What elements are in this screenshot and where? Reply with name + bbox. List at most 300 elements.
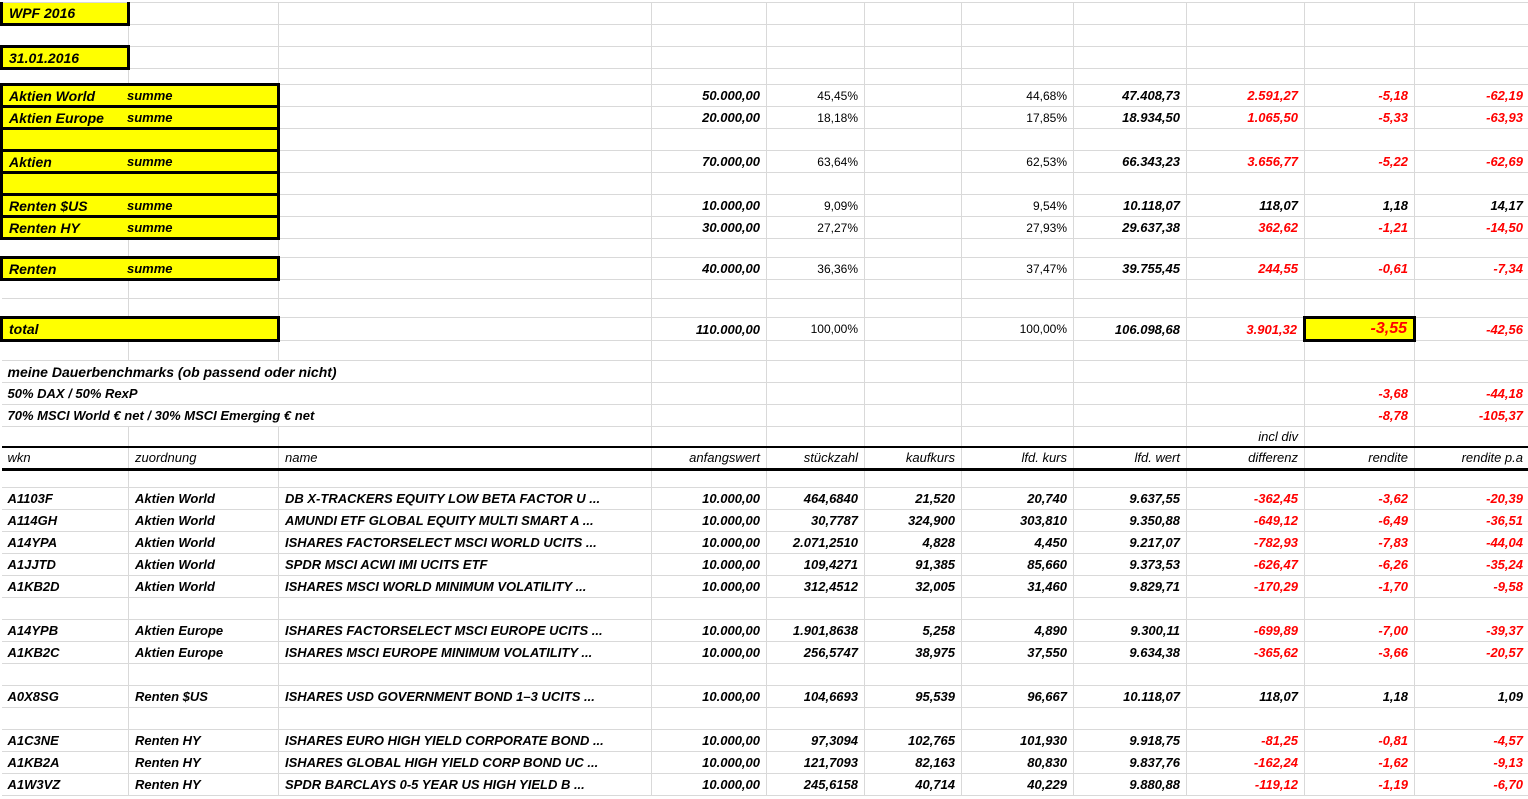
cell-empty[interactable] — [865, 239, 962, 258]
cell-empty[interactable] — [865, 280, 962, 299]
cell-stueckzahl[interactable]: 464,6840 — [767, 488, 865, 510]
cell-differenz[interactable]: -119,12 — [1187, 774, 1305, 796]
cell-empty[interactable] — [129, 280, 279, 299]
cell-empty[interactable] — [767, 173, 865, 195]
col-header-lfd-kurs[interactable]: lfd. kurs — [962, 447, 1074, 470]
cell-anteil-soll[interactable]: 45,45% — [767, 85, 865, 107]
cell-differenz[interactable]: 118,07 — [1187, 686, 1305, 708]
cell-rendite-pa[interactable]: -4,57 — [1415, 730, 1528, 752]
cell-zuordnung[interactable]: Aktien Europe — [129, 642, 279, 664]
cell-empty[interactable] — [865, 3, 962, 25]
cell-lfd-kurs[interactable]: 96,667 — [962, 686, 1074, 708]
cell-rendite-pa[interactable]: -39,37 — [1415, 620, 1528, 642]
cell-wert[interactable]: 106.098,68 — [1074, 318, 1187, 341]
cell-stueckzahl[interactable]: 312,4512 — [767, 576, 865, 598]
cell-empty[interactable] — [279, 470, 652, 488]
cell-empty[interactable] — [1074, 25, 1187, 47]
cell-empty[interactable] — [1074, 361, 1187, 383]
cell-name[interactable]: ISHARES MSCI WORLD MINIMUM VOLATILITY ... — [279, 576, 652, 598]
cell-empty[interactable] — [1415, 299, 1528, 318]
category-box-renten-us[interactable] — [2, 195, 279, 217]
cell-empty[interactable] — [652, 69, 767, 85]
cell-empty[interactable] — [1305, 47, 1415, 69]
cell-lfd-kurs[interactable]: 31,460 — [962, 576, 1074, 598]
cell-empty[interactable] — [865, 664, 962, 686]
cell-empty[interactable] — [962, 69, 1074, 85]
cell-zuordnung[interactable]: Aktien World — [129, 554, 279, 576]
cell-empty[interactable] — [865, 427, 962, 447]
cell-rendite[interactable]: 1,18 — [1305, 195, 1415, 217]
cell-kaufkurs[interactable]: 102,765 — [865, 730, 962, 752]
cell-differenz[interactable]: -170,29 — [1187, 576, 1305, 598]
cell-anfangswert[interactable]: 110.000,00 — [652, 318, 767, 341]
cell-empty[interactable] — [279, 47, 652, 69]
cell-empty[interactable] — [279, 69, 652, 85]
cell-empty[interactable] — [1074, 3, 1187, 25]
cell-wkn[interactable]: A1103F — [2, 488, 129, 510]
cell-empty[interactable] — [652, 405, 767, 427]
cell-anfangswert[interactable]: 10.000,00 — [652, 488, 767, 510]
cell-differenz[interactable]: 362,62 — [1187, 217, 1305, 239]
cell-anteil-soll[interactable]: 36,36% — [767, 258, 865, 280]
cell-differenz[interactable]: -162,24 — [1187, 752, 1305, 774]
cell-empty[interactable] — [1415, 598, 1528, 620]
cell-rendite-pa[interactable]: -44,04 — [1415, 532, 1528, 554]
cell-empty[interactable] — [865, 85, 962, 107]
cell-empty[interactable] — [1187, 470, 1305, 488]
cell-empty[interactable] — [2, 239, 129, 258]
cell-anfangswert[interactable]: 20.000,00 — [652, 107, 767, 129]
cell-rendite[interactable]: -5,33 — [1305, 107, 1415, 129]
cell-empty[interactable] — [1074, 173, 1187, 195]
cell-lfd-kurs[interactable]: 101,930 — [962, 730, 1074, 752]
category-box-empty[interactable] — [2, 129, 279, 151]
cell-wkn[interactable]: A0X8SG — [2, 686, 129, 708]
cell-anfangswert[interactable]: 40.000,00 — [652, 258, 767, 280]
cell-empty[interactable] — [279, 195, 652, 217]
cell-empty[interactable] — [279, 664, 652, 686]
cell-lfd-kurs[interactable]: 4,890 — [962, 620, 1074, 642]
cell-empty[interactable] — [1074, 383, 1187, 405]
cell-empty[interactable] — [129, 299, 279, 318]
cell-rendite-pa[interactable]: -9,13 — [1415, 752, 1528, 774]
cell-rendite-pa[interactable]: -9,58 — [1415, 576, 1528, 598]
cell-empty[interactable] — [865, 47, 962, 69]
cell-empty[interactable] — [865, 341, 962, 361]
report-title-box[interactable] — [2, 3, 129, 25]
cell-empty[interactable] — [1305, 361, 1415, 383]
cell-differenz[interactable]: -782,93 — [1187, 532, 1305, 554]
cell-wkn[interactable]: A1KB2D — [2, 576, 129, 598]
cell-empty[interactable] — [865, 129, 962, 151]
cell-empty[interactable] — [2, 69, 129, 85]
cell-lfd-kurs[interactable]: 80,830 — [962, 752, 1074, 774]
cell-anfangswert[interactable]: 10.000,00 — [652, 554, 767, 576]
cell-rendite[interactable]: -7,00 — [1305, 620, 1415, 642]
cell-kaufkurs[interactable]: 21,520 — [865, 488, 962, 510]
cell-empty[interactable] — [962, 470, 1074, 488]
cell-empty[interactable] — [767, 129, 865, 151]
cell-rendite[interactable]: -3,66 — [1305, 642, 1415, 664]
cell-lfd-wert[interactable]: 9.350,88 — [1074, 510, 1187, 532]
cell-wkn[interactable]: A1JJTD — [2, 554, 129, 576]
cell-empty[interactable] — [1415, 3, 1528, 25]
cell-empty[interactable] — [1305, 129, 1415, 151]
cell-empty[interactable] — [652, 383, 767, 405]
cell-empty[interactable] — [1187, 299, 1305, 318]
report-date-box[interactable] — [2, 47, 129, 69]
cell-kaufkurs[interactable]: 82,163 — [865, 752, 962, 774]
cell-empty[interactable] — [1187, 239, 1305, 258]
cell-empty[interactable] — [1305, 25, 1415, 47]
cell-empty[interactable] — [962, 239, 1074, 258]
cell-kaufkurs[interactable]: 91,385 — [865, 554, 962, 576]
cell-lfd-kurs[interactable]: 37,550 — [962, 642, 1074, 664]
cell-empty[interactable] — [129, 341, 279, 361]
cell-rendite-pa[interactable]: -63,93 — [1415, 107, 1528, 129]
cell-empty[interactable] — [1415, 341, 1528, 361]
cell-empty[interactable] — [865, 107, 962, 129]
cell-empty[interactable] — [1187, 405, 1305, 427]
cell-rendite[interactable]: -8,78 — [1305, 405, 1415, 427]
cell-empty[interactable] — [1187, 280, 1305, 299]
cell-rendite[interactable]: -5,18 — [1305, 85, 1415, 107]
cell-empty[interactable] — [279, 25, 652, 47]
cell-empty[interactable] — [1305, 664, 1415, 686]
col-header-anfangswert[interactable]: anfangswert — [652, 447, 767, 470]
cell-empty[interactable] — [1415, 470, 1528, 488]
cell-differenz[interactable]: 1.065,50 — [1187, 107, 1305, 129]
cell-rendite-pa[interactable]: -42,56 — [1415, 318, 1528, 341]
cell-empty[interactable] — [279, 258, 652, 280]
cell-name[interactable]: ISHARES MSCI EUROPE MINIMUM VOLATILITY ... — [279, 642, 652, 664]
cell-empty[interactable] — [865, 598, 962, 620]
cell-empty[interactable] — [2, 280, 129, 299]
cell-anfangswert[interactable]: 70.000,00 — [652, 151, 767, 173]
cell-empty[interactable] — [767, 47, 865, 69]
cell-empty[interactable] — [1305, 280, 1415, 299]
cell-zuordnung[interactable]: Aktien Europe — [129, 620, 279, 642]
cell-rendite[interactable]: 1,18 — [1305, 686, 1415, 708]
cell-anfangswert[interactable]: 10.000,00 — [652, 642, 767, 664]
cell-kaufkurs[interactable]: 40,714 — [865, 774, 962, 796]
cell-rendite-pa[interactable]: -6,70 — [1415, 774, 1528, 796]
cell-empty[interactable] — [767, 299, 865, 318]
cell-empty[interactable] — [767, 470, 865, 488]
cell-anfangswert[interactable]: 10.000,00 — [652, 510, 767, 532]
cell-empty[interactable] — [767, 25, 865, 47]
cell-rendite-pa[interactable]: -105,37 — [1415, 405, 1528, 427]
cell-name[interactable]: AMUNDI ETF GLOBAL EQUITY MULTI SMART A ... — [279, 510, 652, 532]
cell-empty[interactable] — [1305, 598, 1415, 620]
cell-empty[interactable] — [1415, 129, 1528, 151]
cell-empty[interactable] — [1415, 427, 1528, 447]
category-box-empty[interactable] — [2, 173, 279, 195]
col-header-rendite[interactable]: rendite — [1305, 447, 1415, 470]
col-header-name[interactable]: name — [279, 447, 652, 470]
cell-zuordnung[interactable]: Aktien World — [129, 532, 279, 554]
cell-name[interactable]: SPDR BARCLAYS 0-5 YEAR US HIGH YIELD B ... — [279, 774, 652, 796]
cell-empty[interactable] — [2, 598, 129, 620]
cell-empty[interactable] — [129, 25, 279, 47]
cell-empty[interactable] — [865, 318, 962, 341]
col-header-rendite-pa[interactable]: rendite p.a — [1415, 447, 1528, 470]
cell-empty[interactable] — [962, 361, 1074, 383]
cell-empty[interactable] — [767, 69, 865, 85]
cell-empty[interactable] — [279, 217, 652, 239]
cell-differenz[interactable]: -365,62 — [1187, 642, 1305, 664]
cell-anteil-soll[interactable]: 63,64% — [767, 151, 865, 173]
cell-wert[interactable]: 66.343,23 — [1074, 151, 1187, 173]
cell-anteil-soll[interactable]: 100,00% — [767, 318, 865, 341]
cell-empty[interactable] — [767, 383, 865, 405]
cell-differenz[interactable]: 2.591,27 — [1187, 85, 1305, 107]
cell-stueckzahl[interactable]: 109,4271 — [767, 554, 865, 576]
cell-empty[interactable] — [767, 708, 865, 730]
cell-stueckzahl[interactable]: 104,6693 — [767, 686, 865, 708]
cell-empty[interactable] — [767, 427, 865, 447]
cell-empty[interactable] — [962, 47, 1074, 69]
cell-anteil-ist[interactable]: 100,00% — [962, 318, 1074, 341]
cell-empty[interactable] — [279, 3, 652, 25]
col-header-kaufkurs[interactable]: kaufkurs — [865, 447, 962, 470]
cell-empty[interactable] — [1187, 383, 1305, 405]
cell-empty[interactable] — [1074, 47, 1187, 69]
cell-differenz[interactable]: -649,12 — [1187, 510, 1305, 532]
cell-empty[interactable] — [962, 598, 1074, 620]
benchmarks-title[interactable]: meine Dauerbenchmarks (ob passend oder nicht) — [2, 361, 652, 383]
category-box-aktien-europe[interactable] — [2, 107, 279, 129]
cell-empty[interactable] — [129, 598, 279, 620]
cell-empty[interactable] — [1187, 664, 1305, 686]
cell-wert[interactable]: 47.408,73 — [1074, 85, 1187, 107]
col-header-zuordnung[interactable]: zuordnung — [129, 447, 279, 470]
cell-zuordnung[interactable]: Renten HY — [129, 752, 279, 774]
cell-zuordnung[interactable]: Aktien World — [129, 576, 279, 598]
cell-empty[interactable] — [865, 258, 962, 280]
cell-empty[interactable] — [652, 3, 767, 25]
cell-empty[interactable] — [865, 470, 962, 488]
cell-empty[interactable] — [279, 280, 652, 299]
cell-empty[interactable] — [1074, 405, 1187, 427]
cell-empty[interactable] — [652, 280, 767, 299]
cell-name[interactable]: ISHARES FACTORSELECT MSCI WORLD UCITS ... — [279, 532, 652, 554]
cell-empty[interactable] — [279, 318, 652, 341]
cell-lfd-wert[interactable]: 9.880,88 — [1074, 774, 1187, 796]
cell-name[interactable]: DB X-TRACKERS EQUITY LOW BETA FACTOR U ... — [279, 488, 652, 510]
cell-anfangswert[interactable]: 10.000,00 — [652, 686, 767, 708]
cell-empty[interactable] — [2, 341, 129, 361]
cell-empty[interactable] — [962, 25, 1074, 47]
cell-empty[interactable] — [279, 85, 652, 107]
cell-rendite[interactable]: -0,81 — [1305, 730, 1415, 752]
cell-empty[interactable] — [767, 361, 865, 383]
cell-wkn[interactable]: A14YPA — [2, 532, 129, 554]
cell-rendite[interactable]: -1,21 — [1305, 217, 1415, 239]
cell-rendite[interactable]: -1,70 — [1305, 576, 1415, 598]
cell-empty[interactable] — [1187, 129, 1305, 151]
cell-empty[interactable] — [129, 69, 279, 85]
cell-rendite-pa[interactable]: -35,24 — [1415, 554, 1528, 576]
cell-rendite-pa[interactable]: -7,34 — [1415, 258, 1528, 280]
cell-empty[interactable] — [767, 664, 865, 686]
cell-lfd-kurs[interactable]: 85,660 — [962, 554, 1074, 576]
cell-zuordnung[interactable]: Renten HY — [129, 730, 279, 752]
cell-empty[interactable] — [652, 361, 767, 383]
cell-empty[interactable] — [2, 708, 129, 730]
cell-empty[interactable] — [129, 239, 279, 258]
cell-empty[interactable] — [1415, 69, 1528, 85]
cell-wkn[interactable]: A14YPB — [2, 620, 129, 642]
cell-empty[interactable] — [962, 299, 1074, 318]
cell-empty[interactable] — [962, 280, 1074, 299]
cell-stueckzahl[interactable]: 97,3094 — [767, 730, 865, 752]
cell-empty[interactable] — [2, 470, 129, 488]
cell-rendite[interactable]: -3,68 — [1305, 383, 1415, 405]
cell-empty[interactable] — [2, 299, 129, 318]
cell-empty[interactable] — [652, 427, 767, 447]
cell-empty[interactable] — [1074, 129, 1187, 151]
cell-lfd-wert[interactable]: 9.634,38 — [1074, 642, 1187, 664]
cell-empty[interactable] — [279, 129, 652, 151]
cell-empty[interactable] — [279, 173, 652, 195]
cell-wkn[interactable]: A114GH — [2, 510, 129, 532]
cell-empty[interactable] — [865, 25, 962, 47]
cell-wert[interactable]: 29.637,38 — [1074, 217, 1187, 239]
cell-name[interactable]: ISHARES GLOBAL HIGH YIELD CORP BOND UC ... — [279, 752, 652, 774]
cell-anteil-soll[interactable]: 27,27% — [767, 217, 865, 239]
cell-empty[interactable] — [767, 341, 865, 361]
cell-empty[interactable] — [1415, 664, 1528, 686]
cell-differenz[interactable]: -626,47 — [1187, 554, 1305, 576]
cell-empty[interactable] — [652, 25, 767, 47]
cell-empty[interactable] — [865, 69, 962, 85]
cell-stueckzahl[interactable]: 121,7093 — [767, 752, 865, 774]
cell-rendite-pa[interactable]: -62,69 — [1415, 151, 1528, 173]
cell-empty[interactable] — [2, 25, 129, 47]
cell-anfangswert[interactable]: 10.000,00 — [652, 730, 767, 752]
cell-empty[interactable] — [2, 664, 129, 686]
cell-empty[interactable] — [1187, 361, 1305, 383]
cell-empty[interactable] — [962, 405, 1074, 427]
cell-empty[interactable] — [1415, 25, 1528, 47]
cell-empty[interactable] — [652, 664, 767, 686]
cell-empty[interactable] — [652, 47, 767, 69]
cell-empty[interactable] — [767, 405, 865, 427]
cell-empty[interactable] — [767, 3, 865, 25]
cell-kaufkurs[interactable]: 324,900 — [865, 510, 962, 532]
cell-empty[interactable] — [1415, 280, 1528, 299]
cell-empty[interactable] — [1305, 3, 1415, 25]
cell-zuordnung[interactable]: Aktien World — [129, 488, 279, 510]
cell-empty[interactable] — [865, 383, 962, 405]
cell-rendite[interactable]: -6,26 — [1305, 554, 1415, 576]
cell-anteil-soll[interactable]: 18,18% — [767, 107, 865, 129]
cell-empty[interactable] — [1305, 427, 1415, 447]
cell-empty[interactable] — [767, 239, 865, 258]
cell-anfangswert[interactable]: 10.000,00 — [652, 532, 767, 554]
cell-anfangswert[interactable]: 10.000,00 — [652, 576, 767, 598]
cell-empty[interactable] — [129, 470, 279, 488]
cell-anteil-ist[interactable]: 37,47% — [962, 258, 1074, 280]
cell-lfd-wert[interactable]: 9.829,71 — [1074, 576, 1187, 598]
cell-rendite-pa[interactable]: -20,39 — [1415, 488, 1528, 510]
cell-empty[interactable] — [652, 173, 767, 195]
category-box-renten-hy[interactable] — [2, 217, 279, 239]
cell-empty[interactable] — [1415, 239, 1528, 258]
cell-empty[interactable] — [865, 195, 962, 217]
cell-empty[interactable] — [962, 664, 1074, 686]
cell-empty[interactable] — [129, 664, 279, 686]
cell-empty[interactable] — [279, 151, 652, 173]
cell-empty[interactable] — [1074, 69, 1187, 85]
cell-empty[interactable] — [652, 239, 767, 258]
cell-empty[interactable] — [652, 129, 767, 151]
cell-empty[interactable] — [865, 151, 962, 173]
cell-empty[interactable] — [1305, 708, 1415, 730]
cell-empty[interactable] — [279, 107, 652, 129]
category-box-aktien[interactable] — [2, 151, 279, 173]
cell-lfd-kurs[interactable]: 20,740 — [962, 488, 1074, 510]
cell-empty[interactable] — [652, 598, 767, 620]
cell-anfangswert[interactable]: 10.000,00 — [652, 195, 767, 217]
cell-rendite-pa[interactable]: 14,17 — [1415, 195, 1528, 217]
cell-empty[interactable] — [962, 708, 1074, 730]
cell-rendite[interactable]: -1,62 — [1305, 752, 1415, 774]
cell-empty[interactable] — [279, 341, 652, 361]
cell-empty[interactable] — [1415, 173, 1528, 195]
cell-zuordnung[interactable]: Aktien World — [129, 510, 279, 532]
cell-empty[interactable] — [962, 3, 1074, 25]
cell-rendite-pa[interactable]: -36,51 — [1415, 510, 1528, 532]
col-header-differenz[interactable]: differenz — [1187, 447, 1305, 470]
cell-wert[interactable]: 10.118,07 — [1074, 195, 1187, 217]
cell-zuordnung[interactable]: Renten HY — [129, 774, 279, 796]
cell-lfd-wert[interactable]: 9.373,53 — [1074, 554, 1187, 576]
cell-differenz[interactable]: -362,45 — [1187, 488, 1305, 510]
cell-wkn[interactable]: A1C3NE — [2, 730, 129, 752]
cell-empty[interactable] — [652, 708, 767, 730]
category-box-aktien-world[interactable] — [2, 85, 279, 107]
cell-empty[interactable] — [962, 341, 1074, 361]
total-box[interactable] — [2, 318, 279, 341]
cell-empty[interactable] — [1074, 708, 1187, 730]
cell-empty[interactable] — [1187, 25, 1305, 47]
cell-stueckzahl[interactable]: 1.901,8638 — [767, 620, 865, 642]
cell-differenz[interactable]: 118,07 — [1187, 195, 1305, 217]
cell-lfd-wert[interactable]: 10.118,07 — [1074, 686, 1187, 708]
col-header-lfd-wert[interactable]: lfd. wert — [1074, 447, 1187, 470]
cell-stueckzahl[interactable]: 2.071,2510 — [767, 532, 865, 554]
cell-empty[interactable] — [1074, 280, 1187, 299]
cell-name[interactable]: ISHARES USD GOVERNMENT BOND 1–3 UCITS ... — [279, 686, 652, 708]
cell-stueckzahl[interactable]: 245,6158 — [767, 774, 865, 796]
cell-empty[interactable] — [1305, 173, 1415, 195]
cell-empty[interactable] — [1305, 239, 1415, 258]
cell-empty[interactable] — [767, 598, 865, 620]
cell-lfd-kurs[interactable]: 40,229 — [962, 774, 1074, 796]
cell-rendite[interactable]: -1,19 — [1305, 774, 1415, 796]
cell-wert[interactable]: 18.934,50 — [1074, 107, 1187, 129]
cell-empty[interactable] — [1305, 69, 1415, 85]
cell-empty[interactable] — [1187, 3, 1305, 25]
cell-kaufkurs[interactable]: 95,539 — [865, 686, 962, 708]
cell-differenz[interactable]: 3.656,77 — [1187, 151, 1305, 173]
cell-empty[interactable] — [279, 239, 652, 258]
cell-empty[interactable] — [2, 427, 129, 447]
cell-empty[interactable] — [962, 383, 1074, 405]
cell-empty[interactable] — [1305, 299, 1415, 318]
